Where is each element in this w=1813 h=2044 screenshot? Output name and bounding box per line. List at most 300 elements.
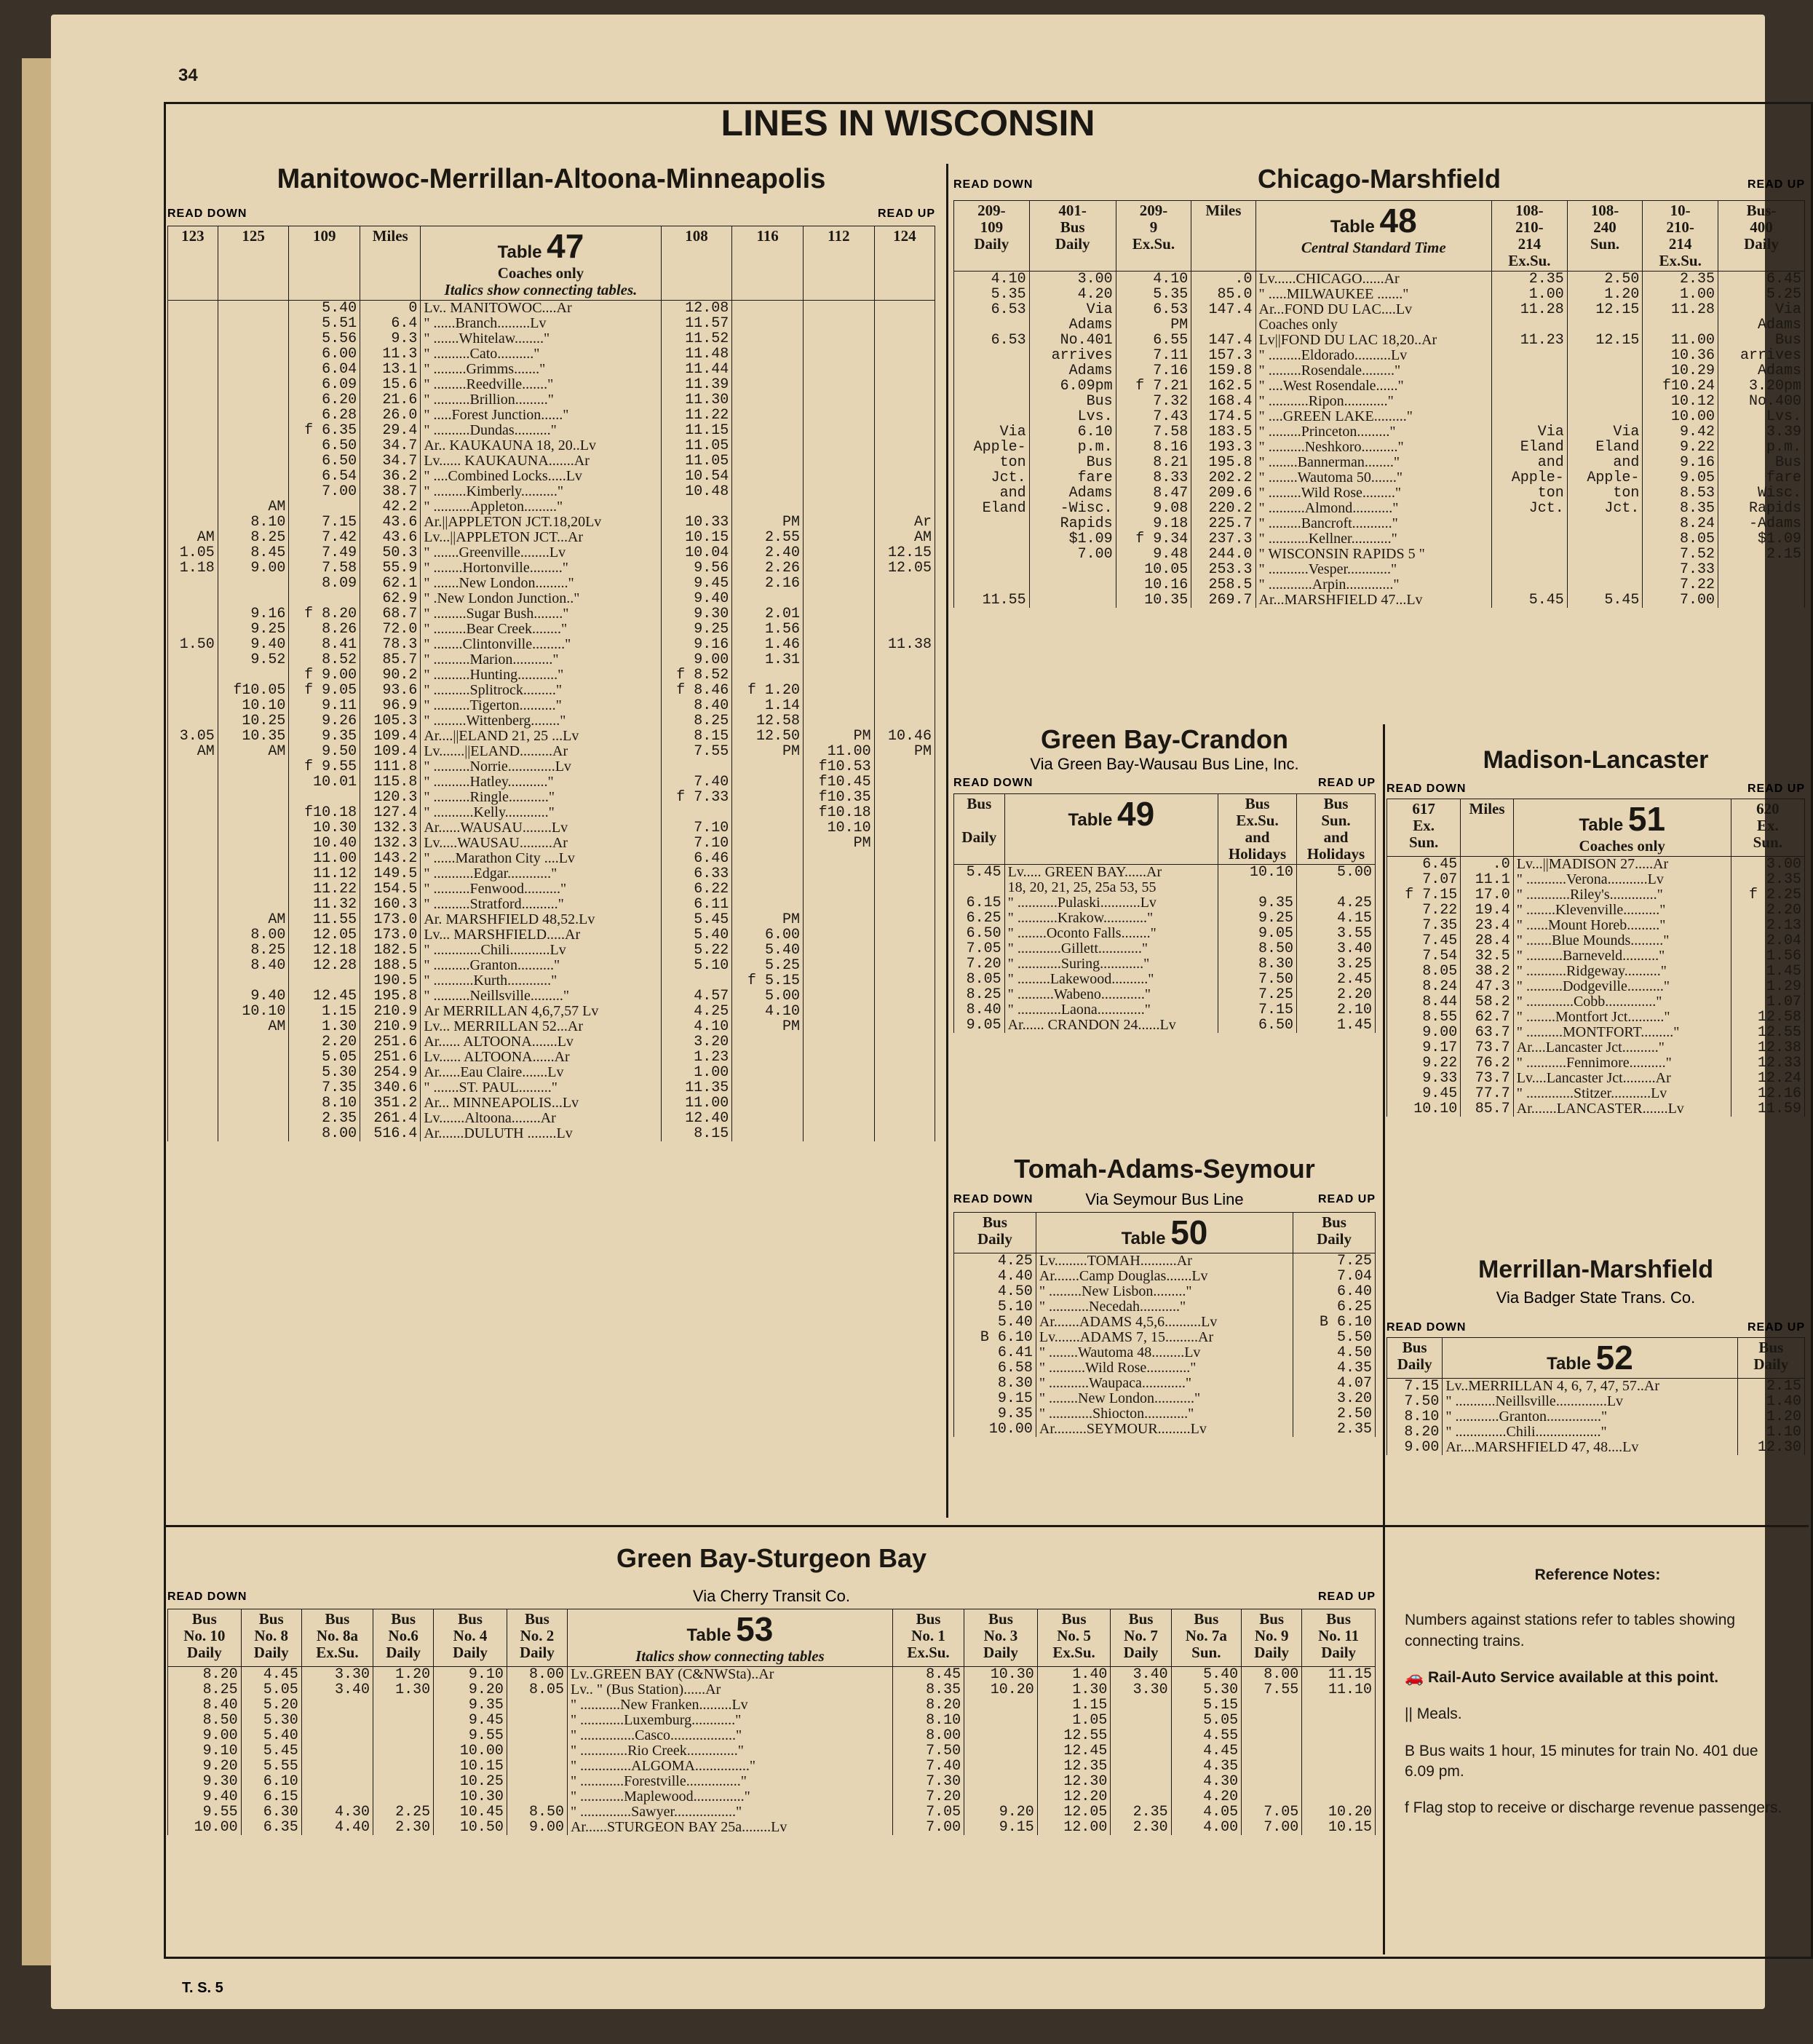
table-cell: 3.39 [1718, 424, 1804, 440]
table-cell: 4.10 [732, 1004, 804, 1019]
col-bus-9: Bus No. 9 Daily [1242, 1609, 1302, 1667]
table-row [168, 744, 935, 759]
table-row [954, 911, 1376, 926]
table-cell [803, 683, 874, 698]
table-cell: 7.05 [954, 941, 1005, 956]
table-cell [301, 1743, 373, 1759]
table-cell: 12.58 [732, 713, 804, 729]
table-cell [732, 897, 804, 912]
table-cell [803, 530, 874, 545]
table-cell: 43.6 [360, 530, 421, 545]
table-cell: 6.25 [1293, 1299, 1376, 1315]
read-down-label: READ DOWN [167, 1591, 247, 1603]
table-cell: 9.35 [1218, 895, 1297, 911]
table-cell: 12.33 [1731, 1055, 1804, 1071]
table-row [1387, 1055, 1805, 1071]
table-cell: 12.05 [289, 927, 360, 943]
table-cell: 73.7 [1461, 1071, 1514, 1086]
table-row [1387, 948, 1805, 964]
table-cell: 7.00 [1242, 1820, 1302, 1835]
table-cell: 8.35 [892, 1682, 964, 1698]
table-cell: 5.45 [954, 865, 1005, 881]
table-cell: 12.08 [661, 300, 732, 316]
table-cell: 11.15 [661, 423, 732, 438]
table-cell: 1.20 [1567, 287, 1643, 302]
table-cell: 5.55 [241, 1759, 301, 1774]
table-cell: 9.00 [661, 652, 732, 668]
table-cell: " .........Grimms......." [421, 362, 661, 377]
table-row [168, 1728, 1376, 1743]
table-cell [168, 453, 218, 469]
table-cell [803, 989, 874, 1004]
table-cell [874, 897, 935, 912]
table-cell: " ............Gillett............" [1004, 941, 1218, 956]
table-cell: 8.55 [1387, 1010, 1461, 1025]
table-row [954, 865, 1376, 881]
table-cell: B 6.10 [1293, 1315, 1376, 1330]
table-row [954, 394, 1805, 409]
table-cell: f 5.15 [732, 973, 804, 989]
table-cell [218, 331, 289, 346]
table-cell [218, 973, 289, 989]
table-cell: " ..........Wabeno............" [1004, 987, 1218, 1002]
table-cell [507, 1728, 567, 1743]
table-cell: 10.33 [661, 515, 732, 530]
table-cell: 516.4 [360, 1126, 421, 1141]
table-cell: 6.55 [1116, 333, 1191, 348]
table-cell: 4.07 [1293, 1376, 1376, 1391]
table-cell: 6.11 [661, 897, 732, 912]
table-cell [803, 453, 874, 469]
table-row [168, 897, 935, 912]
table-cell [218, 897, 289, 912]
table-cell: " .New London Junction.." [421, 591, 661, 606]
table-cell [964, 1713, 1038, 1728]
table-cell: " ..........Splitrock........." [421, 683, 661, 698]
table-cell: Bus [1718, 455, 1804, 470]
table-cell: 10.15 [1302, 1820, 1376, 1835]
table-cell: 210.9 [360, 1004, 421, 1019]
table-cell [874, 1111, 935, 1126]
table-cell [1242, 1743, 1302, 1759]
table-cell [1567, 531, 1643, 547]
table-cell: Adams [1029, 486, 1116, 501]
table-cell: 2.45 [1297, 972, 1376, 987]
table-cell: Ar...MARSHFIELD 47...Lv [1255, 593, 1492, 608]
table-cell [1242, 1774, 1302, 1789]
table-cell: 10.12 [1643, 394, 1718, 409]
table-cell [732, 331, 804, 346]
table-cell: 9.15 [954, 1391, 1036, 1406]
table-cell: 8.26 [289, 622, 360, 637]
table-row [954, 941, 1376, 956]
table-cell [218, 759, 289, 775]
table-row [1387, 964, 1805, 979]
table-cell: 11.23 [1492, 333, 1568, 348]
table-cell: Jct. [1492, 501, 1568, 516]
table-cell: " ..........Hunting..........." [421, 668, 661, 683]
table-cell: " ............Riley's............." [1513, 887, 1731, 903]
table-cell: " .....MILWAUKEE ......." [1255, 287, 1492, 302]
table-cell [732, 882, 804, 897]
table-cell: 2.35 [1731, 872, 1804, 887]
table-cell: f 1.20 [732, 683, 804, 698]
table-cell [168, 973, 218, 989]
table-cell [218, 377, 289, 392]
table-row [168, 331, 935, 346]
table-cell: 62.7 [1461, 1010, 1514, 1025]
table-cell: " ....GREEN LAKE........." [1255, 409, 1492, 424]
table-row [168, 362, 935, 377]
table-cell: Lv... MARSHFIELD.....Ar [421, 927, 661, 943]
table-cell [874, 438, 935, 453]
table-cell: 237.3 [1191, 531, 1255, 547]
table-cell: 10.45 [434, 1805, 507, 1820]
table-cell: AM [874, 530, 935, 545]
table-cell [874, 1019, 935, 1034]
page-number: 34 [178, 66, 198, 85]
table-row [168, 882, 935, 897]
table-cell: " .......ST. PAUL........." [421, 1080, 661, 1096]
table-row [168, 346, 935, 362]
read-down-label: READ DOWN [1386, 1321, 1467, 1334]
table-cell [1567, 317, 1643, 333]
table-cell [874, 300, 935, 316]
note-rail-auto: 🚗 Rail-Auto Service available at this point. [1405, 1669, 1719, 1687]
table-cell: 11.28 [1492, 302, 1568, 317]
table-row [954, 895, 1376, 911]
table-cell: 5.40 [661, 927, 732, 943]
table-cell: " ..............Chili.................." [1443, 1425, 1737, 1440]
table-cell: 9.25 [661, 622, 732, 637]
table-cell: 11.28 [1643, 302, 1718, 317]
table-cell [1302, 1713, 1376, 1728]
table-cell [732, 775, 804, 790]
table-cell: 4.55 [1171, 1728, 1242, 1743]
table-cell: 93.6 [360, 683, 421, 698]
table-cell: " .........Wild Rose........." [1255, 486, 1492, 501]
table-cell [168, 851, 218, 866]
table-cell [732, 851, 804, 866]
table-row [168, 637, 935, 652]
table-cell: 10.00 [954, 1422, 1036, 1437]
table-cell: PM [732, 744, 804, 759]
table-row [954, 531, 1805, 547]
table-row [1387, 872, 1805, 887]
table-cell: " ..........Neshkoro.........." [1255, 440, 1492, 455]
table-cell: 11.05 [661, 453, 732, 469]
table-cell [168, 1111, 218, 1126]
table-cell: 9.10 [168, 1743, 242, 1759]
table-cell [168, 1004, 218, 1019]
table-row [168, 576, 935, 591]
table-cell [803, 866, 874, 882]
table-cell [874, 790, 935, 805]
table-cell: " .......Greenville........Lv [421, 545, 661, 560]
table-cell [1029, 593, 1116, 608]
table-cell: " ..........Marion..........." [421, 652, 661, 668]
table-cell: 162.5 [1191, 379, 1255, 394]
table-cell: 9.00 [218, 560, 289, 576]
table-row [954, 577, 1805, 593]
table-cell: 5.56 [289, 331, 360, 346]
table-cell: 8.50 [1218, 941, 1297, 956]
table-row [954, 956, 1376, 972]
table-cell: 6.09 [289, 377, 360, 392]
table-cell: 11.00 [289, 851, 360, 866]
table-cell [168, 683, 218, 698]
table-cell: " ...........New Franken.........Lv [567, 1698, 892, 1713]
table-cell: 11.30 [661, 392, 732, 408]
col-bus-11: Bus No. 11 Daily [1302, 1609, 1376, 1667]
table-cell [373, 1774, 434, 1789]
col-109: 109 [289, 226, 360, 301]
table-cell: 8.50 [507, 1805, 567, 1820]
table-cell: 62.1 [360, 576, 421, 591]
table-cell: 8.50 [168, 1713, 242, 1728]
table-cell: 173.0 [360, 927, 421, 943]
table-cell: " .....Forest Junction......" [421, 408, 661, 423]
table-cell: " ...............Casco.................." [567, 1728, 892, 1743]
table-cell: " ............Luxemburg............" [567, 1713, 892, 1728]
table-cell: 188.5 [360, 958, 421, 973]
col-bus-daily: Bus Daily [954, 794, 1005, 865]
table-cell: Apple- [954, 440, 1030, 455]
table-cell [168, 1126, 218, 1141]
table-cell: " ........Montfort Jct.........." [1513, 1010, 1731, 1025]
table-cell [168, 698, 218, 713]
table-row [1387, 903, 1805, 918]
table-cell: 4.25 [661, 1004, 732, 1019]
table-cell [218, 1050, 289, 1065]
table-cell: 9.40 [218, 637, 289, 652]
table-cell [301, 1789, 373, 1805]
table-cell: 10.20 [1302, 1805, 1376, 1820]
table-cell [732, 316, 804, 331]
table-row [168, 392, 935, 408]
table-cell: 34.7 [360, 438, 421, 453]
table-cell [218, 820, 289, 836]
table-cell: " ............Arpin............." [1255, 577, 1492, 593]
table-cell: 5.05 [289, 1050, 360, 1065]
table-cell: 72.0 [360, 622, 421, 637]
table-cell [1242, 1759, 1302, 1774]
table-cell [964, 1698, 1038, 1713]
table-cell: 9.18 [1116, 516, 1191, 531]
table-cell [803, 515, 874, 530]
table-cell: AM [168, 530, 218, 545]
table-row [168, 606, 935, 622]
table-cell [168, 958, 218, 973]
table-cell [874, 346, 935, 362]
table-cell: 190.5 [360, 973, 421, 989]
table-cell: 3.40 [1297, 941, 1376, 956]
table-cell: " ..........MONTFORT........." [1513, 1025, 1731, 1040]
table-row [168, 1019, 935, 1034]
table-row [168, 499, 935, 515]
table-row [168, 423, 935, 438]
table-cell [874, 1004, 935, 1019]
table-cell: 1.50 [168, 637, 218, 652]
table-cell: 2.15 [1718, 547, 1804, 562]
table-cell: 9.15 [964, 1820, 1038, 1835]
table-cell: 12.18 [289, 943, 360, 958]
table-cell: 7.35 [289, 1080, 360, 1096]
table-cell [1567, 348, 1643, 363]
table-row [954, 501, 1805, 516]
read-down-label: READ DOWN [1386, 783, 1467, 795]
table-cell: ton [954, 455, 1030, 470]
table-cell: 1.46 [732, 637, 804, 652]
table-cell: 105.3 [360, 713, 421, 729]
table-cell: " .............Chili...........Lv [421, 943, 661, 958]
table-cell [874, 362, 935, 377]
table-cell: " ........Hortonville........." [421, 560, 661, 576]
table-row [954, 1391, 1376, 1406]
table-cell: 6.35 [241, 1820, 301, 1835]
table-cell: 2.50 [1293, 1406, 1376, 1422]
table-cell [1492, 516, 1568, 531]
table-cell: 11.22 [661, 408, 732, 423]
col-bus-4: Bus No. 4 Daily [434, 1609, 507, 1667]
table-cell: 7.45 [1387, 933, 1461, 948]
table-cell: 7.07 [1387, 872, 1461, 887]
table-cell: 6.50 [954, 926, 1005, 941]
table-row [1387, 918, 1805, 933]
table-cell: Lv...... KAUKAUNA.......Ar [421, 453, 661, 469]
table-cell: 10.00 [168, 1820, 242, 1835]
table-cell: 8.47 [1116, 486, 1191, 501]
table-cell: 55.9 [360, 560, 421, 576]
table-cell [732, 1034, 804, 1050]
table-cell [218, 1096, 289, 1111]
table-cell: 4.15 [1297, 911, 1376, 926]
table-cell [301, 1728, 373, 1743]
table-cell: 6.15 [241, 1789, 301, 1805]
table-cell: 10.15 [661, 530, 732, 545]
table-cell: 38.7 [360, 484, 421, 499]
table-cell: 10.50 [434, 1820, 507, 1835]
table-row [1387, 1010, 1805, 1025]
table-row [168, 1111, 935, 1126]
table-cell: 6.41 [954, 1345, 1036, 1360]
table-cell: Apple- [1492, 470, 1568, 486]
table-cell: Bus [1029, 394, 1116, 409]
table-cell: " ..........Almond..........." [1255, 501, 1492, 516]
table-cell [1567, 577, 1643, 593]
table-52 [1386, 1337, 1805, 1455]
table-cell: 11.55 [954, 593, 1030, 608]
table-cell [168, 805, 218, 820]
table-cell: 9.08 [1116, 501, 1191, 516]
table-row [168, 408, 935, 423]
table-49-heading: Table 49 [1004, 794, 1218, 865]
table-cell [803, 912, 874, 927]
table-cell [803, 622, 874, 637]
table-cell: 28.4 [1461, 933, 1514, 948]
table-cell: 1.40 [1037, 1666, 1111, 1682]
table-cell [803, 973, 874, 989]
table-cell [874, 1096, 935, 1111]
table-cell [168, 300, 218, 316]
col-bus-daily-up: Bus Daily [1737, 1338, 1804, 1379]
table-cell [803, 362, 874, 377]
table-cell [803, 438, 874, 453]
table-cell [168, 1050, 218, 1065]
table-cell: Lv.......Altoona........Ar [421, 1111, 661, 1126]
table-cell: 18, 20, 21, 25, 25a 53, 55 [1004, 880, 1218, 895]
table-cell [168, 392, 218, 408]
table-cell: " .........Eldorado..........Lv [1255, 348, 1492, 363]
table-cell [874, 652, 935, 668]
table-cell: 8.52 [289, 652, 360, 668]
col-10: 10- 210- 214 Ex.Su. [1643, 201, 1718, 272]
table-cell: 3.20pm [1718, 379, 1804, 394]
read-up-label: READ UP [1317, 777, 1376, 789]
table-cell: 7.49 [289, 545, 360, 560]
table-cell: 10.30 [289, 820, 360, 836]
table-cell [507, 1743, 567, 1759]
table-cell: 7.15 [1218, 1002, 1297, 1018]
table-cell: " ........Klevenville.........." [1513, 903, 1731, 918]
table-cell [1492, 348, 1568, 363]
table-cell: 8.00 [507, 1666, 567, 1682]
table-cell: 9.55 [434, 1728, 507, 1743]
table-cell: p.m. [1718, 440, 1804, 455]
table-cell: 50.3 [360, 545, 421, 560]
table-cell: 10.25 [218, 713, 289, 729]
col-bus-exsu: Bus Ex.Su. and Holidays [1218, 794, 1297, 865]
table-cell [964, 1743, 1038, 1759]
col-miles: Miles [1461, 799, 1514, 857]
table-cell [874, 622, 935, 637]
table-cell: 9.05 [954, 1018, 1005, 1033]
table-cell: 258.5 [1191, 577, 1255, 593]
table-cell: PM [732, 1019, 804, 1034]
table-cell [874, 668, 935, 683]
table-cell: 8.15 [661, 729, 732, 744]
table-cell: 9.11 [289, 698, 360, 713]
table-row [168, 683, 935, 698]
table-cell: 5.40 [1171, 1666, 1242, 1682]
table-cell: 12.50 [732, 729, 804, 744]
table-cell: 11.38 [874, 637, 935, 652]
table-cell: 183.5 [1191, 424, 1255, 440]
table-cell [1492, 379, 1568, 394]
table-cell: f 9.34 [1116, 531, 1191, 547]
table-cell [954, 394, 1030, 409]
table-cell: 10.35 [1116, 593, 1191, 608]
table-cell [732, 346, 804, 362]
table-cell: Eland [954, 501, 1030, 516]
table-cell: " ..........Ringle..........." [421, 790, 661, 805]
table-cell: 7.05 [892, 1805, 964, 1820]
table-cell: AM [218, 1019, 289, 1034]
table-cell: 3.40 [301, 1682, 373, 1698]
table-row [168, 989, 935, 1004]
table-47-section [167, 164, 935, 1547]
table-cell [954, 379, 1030, 394]
table-cell: 147.4 [1191, 333, 1255, 348]
table-cell: " .........Lakewood.........." [1004, 972, 1218, 987]
table-cell: 193.3 [1191, 440, 1255, 455]
table-cell [732, 866, 804, 882]
table-cell [168, 866, 218, 882]
table-cell: 10.05 [1116, 562, 1191, 577]
table-cell [1302, 1759, 1376, 1774]
table-cell [168, 836, 218, 851]
table-cell: 251.6 [360, 1050, 421, 1065]
